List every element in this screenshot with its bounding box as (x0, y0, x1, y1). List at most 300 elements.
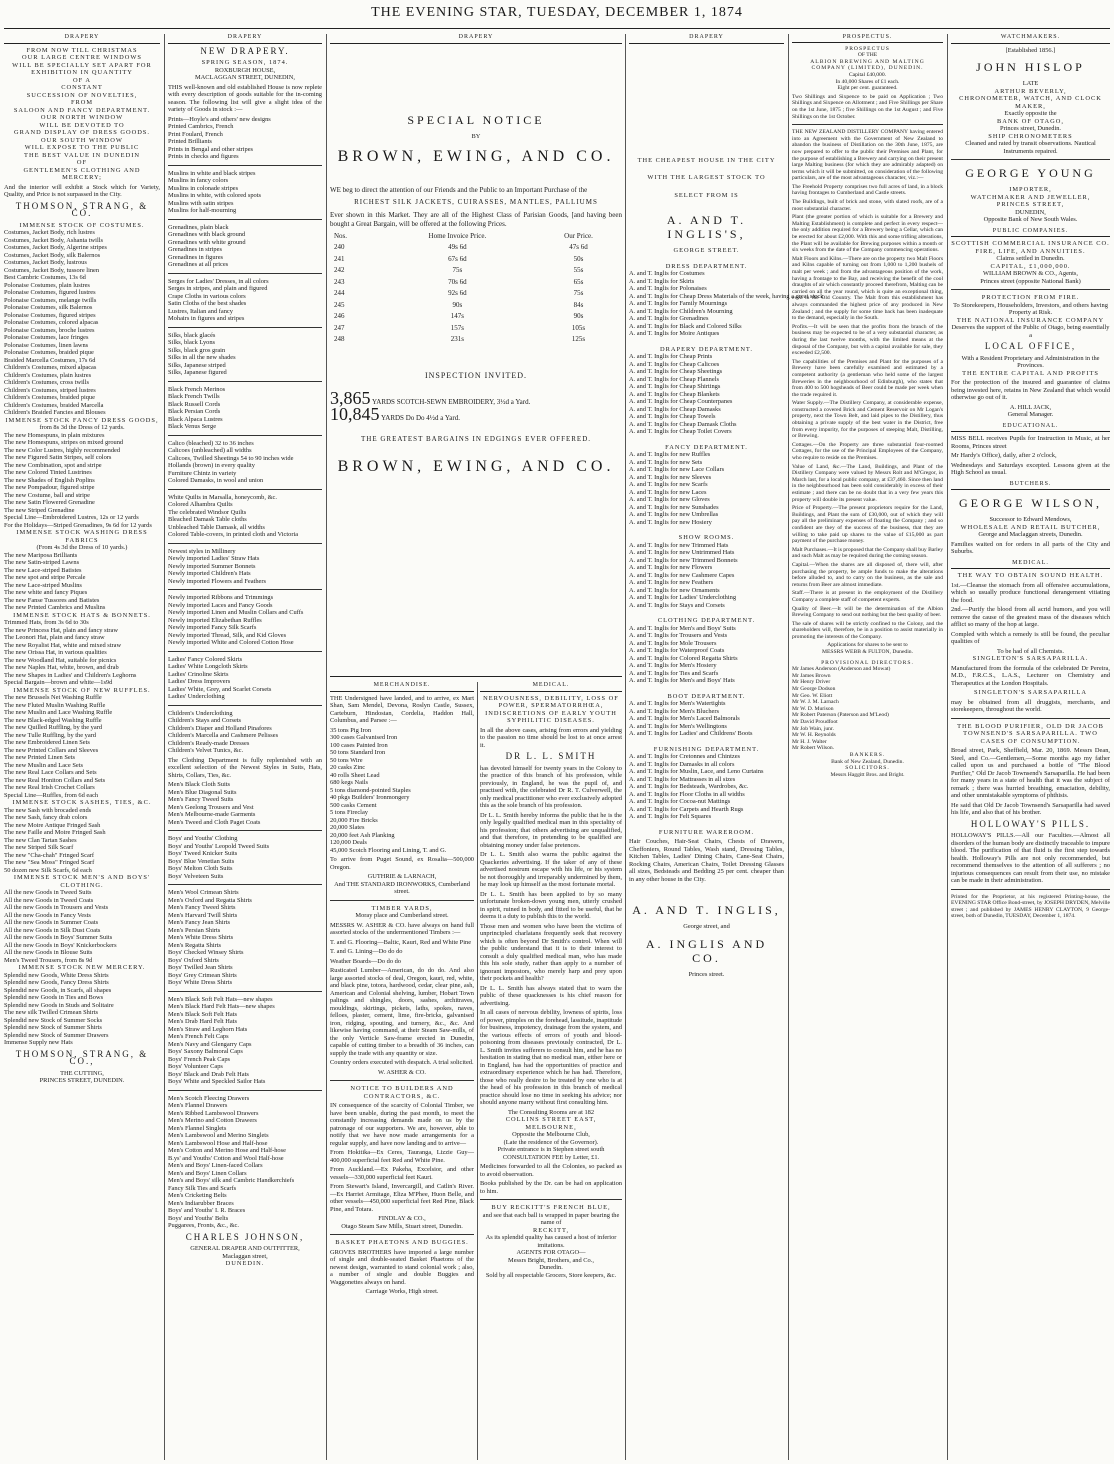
list-item: 50 dozen new Silk Scarfs, 6d each (4, 866, 92, 874)
wilson-line: Successor to Edward Mendows, (989, 516, 1072, 523)
notice-p14: From Stewart's Island, Invercargill, and Catlin's River.—Ex Harriet Armitage, Eliza M'Phee, Huon Belle, and other vessels—450,000 superficial feet Red Pine, Black Pine, and Totara. (330, 1183, 474, 1213)
list-item: Costumes, Jacket Body, Algerine stripes (4, 244, 107, 251)
prosp-p11: Value of Land, &c.—The Land, Buildings, and Plant of the Distillery Company were valued by Messrs Rolt and M'Gregor, in March last, for a local public company, at £37,460. Since then land in the neighbourhood has been sold considerably in excess of their estimate ; and there can be no doubt that in a very few years this property will double its present value. (792, 463, 943, 503)
med-p4: Dr L. L. Smith also warns the public against the Quackeries advertising. If the taker of any of these advertised nostrum escape with his life, or his system be not thoroughly and irreparably undermined by them, he may look up himself as the most fortunate mortal. (480, 851, 622, 888)
list-item: The new Woodland Hat, suitable for picnics (4, 656, 117, 664)
list-item: Printed Brilliants (168, 138, 212, 145)
med-p3: Dr L. L. Smith hereby informs the public that he is the only legally qualified medical man in this speciality of his profession; that others advertising are unqualified, and that therefore, in pretending to be qualified are obtaining money under false pretences. (480, 811, 622, 849)
list-item: A. and T. Inglis for Men's Hosiery (629, 662, 717, 669)
footer-street: George street, and (683, 923, 730, 930)
list-item: Polonaise Costumes, melange twills (4, 296, 97, 304)
table-cell: 75s (573, 289, 584, 297)
notice-p12: From Hokitika—Ex Ceres, Tauranga, Lizzie Guy—400,000 superficial feet Red and White Pine. (330, 1149, 474, 1164)
list-item: The new Satin-striped Lawns (4, 559, 80, 566)
list-item: Mr Henry Driver (792, 679, 831, 686)
med-p5: Dr L. L. Smith has been applied to by so many unfortunate broken-down young men, utterly crushed in spirit, ruined in body, and fitted to be useful, that he deems it a duty to publish this to the world. (480, 890, 622, 920)
item-list (4, 889, 160, 964)
nat-line: Deserves the support of the Public of Otago, being essentially a (951, 324, 1110, 339)
med-p6: Those men and women who have been the victims of unprincipled charlatans frequently seek that recovery which is often beyond Dr Smith's control. When will the public understand that it is to their interest to consult a duly qualified medical man, who has made this his sole study, rather than apply to a number of ignorant impostors, who merely harp and prey upon their pockets and health? (480, 922, 622, 982)
table-cell: 248 (334, 335, 345, 343)
prosp-p13: Malt Purchases.—It is proposed that the Company shall buy Barley and such Malt as may be required during the coming season. (792, 546, 944, 560)
list-item: Muslins in fancy colors (168, 177, 229, 184)
table-cell: 50s (573, 254, 584, 263)
list-item: A. and T. Inglis for new Laces (629, 488, 707, 496)
list-item: Men's Oxford and Regatta Shirts (168, 896, 252, 904)
young-city: DUNEDIN, (1015, 208, 1046, 216)
column-header: PROSPECTUS. (792, 34, 943, 43)
list-item: Polonaise Costumes, plain lustres (4, 281, 90, 289)
list-item: The new Homespuns, stripes on mixed ground (4, 439, 124, 446)
list-item: Ladies' Crinoline Skirts (168, 670, 229, 678)
list-item: Silks, black gros grain (168, 346, 226, 354)
list-item: Black Alpaca Lustres (168, 415, 223, 423)
prosp-p15: Staff.—There is at present in the employment of the Distillery Company a complete staff of competent experts. (792, 590, 943, 603)
list-item: A. and T. Inglis for Stays and Corsets (629, 601, 725, 609)
item-list (4, 432, 160, 530)
goods-list (168, 996, 322, 1086)
footer-street-2: Princes street. (688, 970, 725, 978)
intro-line: MERCERY; (62, 174, 102, 181)
doctor-name: DR L. L. SMITH (505, 751, 597, 761)
footer-firm: A. AND T. INGLIS, (632, 903, 781, 917)
reckitt-name: RECKITT, (532, 1226, 570, 1234)
goods-list (168, 278, 322, 323)
section-subtitle: (From 4s 3d the Dress of 10 yards.) (36, 544, 128, 551)
med-p8: In all cases of nervous debility, lowness of spirits, loss of power, pimples on the forehead, lassitude, inaptitude for business, impotency, drainage from the system, and the various effects of errors of youth and blood-poisoning from diseases previously contracted, Dr L. L. Smith invites sufferers to consult him, and he has no hesitation in stating that no medical man, either here or in England, has had the opportunities of practice and extraordinary experience which he has had. Therefore, those who really desire to be treated by one who is at the head of his profession in this branch of medical practice should lose no time in seeking his advice; nor should anyone marry without first consulting him. (480, 1009, 622, 1106)
prosp-company: ALBION BREWING AND MALTING COMPANY (LIMITED), DUNEDIN. (810, 58, 925, 72)
prosp-p6: Malt Floors and Kilns.—There are on the property two Malt Floors and Kilns capable of turning out from 1,000 to 1,200 bushels of malt per week ; and from the advantageous position of the work, having a frontage to the Bay, and receiving the benefit of the cool draughts of air which constantly proceed therefrom, Malting can be carried on all the year round, which is quite an exceptional thing, even in the Old Country. The Malt from this establishment has always commanded the highest price of any produced in New Zealand ; and the supply for some time back has been inadequate to the demand, especially in the South. (792, 255, 943, 322)
embroidery-yards: 10,845 (330, 403, 380, 424)
way-p4: Compled with which a remedy is still be found, the peculiar qualities of (951, 630, 1110, 645)
intro-line: OF A (72, 76, 92, 84)
list-item: The new Fluted Muslin Washing Ruffle (4, 701, 106, 709)
list-item: Children's Costumes, braided Marcella (4, 401, 104, 409)
list-item: Men's Melbourne-made Garments (168, 811, 256, 818)
solicitors-title: SOLICITORS. (845, 765, 890, 772)
ship-chron: SHIP CHRONOMETERS (988, 132, 1073, 140)
goods-list (168, 440, 322, 485)
list-item: Boys' White Dress Shirts (168, 979, 233, 986)
list-item: The new Naples Hat, white, brown, and drab (4, 664, 119, 671)
section-title: IMMENSE STOCK FANCY DRESS GOODS, (5, 416, 159, 424)
firm-name-footer: BROWN, EWING, AND CO. (337, 457, 615, 475)
list-item: Grenadines at all prices (168, 261, 229, 268)
intro-line: FROM (70, 99, 94, 106)
list-item: Newly imported White and Colored Cotton Hose (168, 639, 294, 646)
list-item: Satin Cloths of the best shades (168, 300, 247, 307)
footer-firm: CHARLES JOHNSON, (185, 1231, 305, 1242)
list-item: The new "Sea Moss" Fringed Scarf (4, 859, 95, 866)
list-item: Boys' Checked Winsey Shirts (168, 949, 244, 956)
table-header-cell: Nos. (334, 231, 348, 240)
list-item: Men's Wool Crimean Shirts (168, 889, 239, 896)
list-item: Boys' and Youths' Clothing (168, 835, 238, 842)
list-item: Polonaise Costumes, silk Balernos (4, 304, 93, 311)
list-item: Polonaise Costumes, colored alpacas (4, 319, 99, 326)
list-item: All the new Goods in Boys' Summer Suits (4, 934, 113, 941)
med-p1: In all the above cases, arising from errors and yielding to the passion no time should be lost to at once arrest it. (480, 726, 622, 749)
intro-line: GENTLEMEN'S CLOTHING AND (23, 166, 141, 174)
wilson-line: WHOLESALE AND RETAIL BUTCHER, (960, 523, 1101, 531)
table-cell: 244 (334, 289, 345, 297)
list-item: Men's Black Cloth Suits (168, 781, 231, 788)
list-item: A. and T. Inglis for new Ornaments (629, 586, 720, 594)
list-item: Black Russell Cords (168, 400, 221, 408)
list-item: Mr David Proudfoot (792, 719, 838, 725)
firm-name: A. AND T. INGLIS'S, (666, 213, 747, 241)
list-item: Ladies' White, Grey, and Scarlet Corsets (168, 685, 272, 693)
footer-street: Maclaggan street, (222, 1252, 268, 1260)
item-list (4, 229, 160, 417)
reckitt-agents: AGENTS FOR OTAGO— (516, 1249, 586, 1256)
list-item: Men's Scotch Fleecing Drawers (168, 1094, 250, 1102)
hislop-name: JOHN HISLOP (976, 60, 1085, 74)
list-item: A. and T. Inglis for Costumes (629, 270, 705, 277)
list-item: A. and T. Inglis for Mattrasses in all sizes (629, 775, 736, 783)
list-item: Mr Job Wain, junr. (792, 725, 834, 732)
list-item: A. and T. Inglis for Family Mournings (629, 300, 728, 307)
dept-title: FURNITURE WAREROOM. (658, 828, 755, 836)
list-item: Men's Straw and Leghorn Hats (168, 1025, 248, 1033)
goods-list (168, 116, 322, 161)
dept-list (629, 700, 784, 738)
list-item: Boys' Oxford Shirts (168, 956, 219, 964)
notice-intro: WE beg to direct the attention of our Friends and the Public to an Important Purchase of the (330, 186, 588, 194)
list-item: Men's Flannel Drawers (168, 1102, 228, 1109)
column-header: WATCHMAKERS. (951, 34, 1110, 44)
list-item: The new Color Lustres, highly recommended (4, 446, 121, 454)
ad-house: ROXBURGH HOUSE, (214, 66, 276, 74)
nat-name: THE NATIONAL INSURANCE COMPANY (956, 316, 1105, 324)
item-list (4, 807, 160, 875)
goods-list (168, 1095, 322, 1230)
list-item: B.ys' and Youths' Cotton and Wool Half-hose (168, 1154, 284, 1162)
list-item: Splendid new Goods, White Dress Shirts (4, 971, 109, 979)
goods-list (168, 835, 322, 880)
list-item: Silks, Japanese figured (168, 369, 227, 376)
list-item: Polonaise Costumes, linen lawns (4, 341, 89, 349)
list-item: Mohairs in figures and stripes (168, 315, 245, 322)
list-item: Children's Marcella and Cashmere Pelisses (168, 732, 279, 739)
rooms-line: The Consulting Rooms are at 182 (507, 1108, 595, 1116)
wilson-text: Families waited on for orders in all parts of the City and Suburbs. (951, 540, 1110, 555)
list-item: The new Brussels Net Washing Ruffle (4, 694, 102, 701)
list-item: Crape Cloths in various colors (168, 292, 246, 300)
list-item: Men's and Boys' Linen Collars (168, 1169, 247, 1177)
list-item: A. and T. Inglis for Carpets and Hearth Rugs (629, 805, 744, 813)
clothing-note: The Clothing Department is fully replenished with an excellent selection of the Newest Styles in Suits, Hats, Shirts, Collars, Ties, &c. (168, 756, 322, 779)
list-item: Children's Stays and Corsets (168, 717, 242, 724)
column-prospectus (792, 34, 943, 1460)
prosp-p4: The Buildings, built of brick and stone, with slated roofs, are of a most substantial character. (792, 199, 943, 212)
list-item: Special Bargain—brown and white—1s9d (4, 679, 113, 686)
list-item: Mr Robert Wilson. (792, 745, 835, 752)
bank-name: Bank of New Zealand, Dunedin. (831, 758, 904, 765)
list-item: Men's Ribbed Lambswool Drawers (168, 1109, 259, 1117)
list-item: 20,000 Slates (330, 824, 365, 831)
list-item: Splendid new Stock of Summer Drawers (4, 1031, 109, 1039)
intro-line: FROM NOW TILL CHRISTMAS (26, 46, 138, 54)
list-item: Serges for Ladies' Dresses, in all colors (168, 277, 269, 285)
timber-p6: T. and G. Flooring—Baltic, Kauri, Red and White Pine (330, 938, 472, 946)
rooms-line: (Late the residence of the Governor). (503, 1138, 599, 1146)
late-label: LATE (1022, 80, 1039, 87)
list-item: Men's Persian Shirts (168, 926, 221, 934)
shares: In 40,000 Shares of £1 each. (835, 78, 900, 85)
list-item: 5 tons diamond-pointed Staples (330, 786, 411, 794)
list-item: The new Real Irish Crochet Collars (4, 784, 95, 791)
column-medical (480, 682, 622, 1460)
list-item: A. and T. Inglis for Floor Cloths in all widths (629, 790, 745, 798)
prosp-p2: THE NEW ZEALAND DISTILLERY COMPANY having entered into an Agreement with the Government of New Zealand to abandon the business of Distillation on the 30th June, 1875, are now prepared to offer to the public their Premises and Plant, for the purpose of establishing a Brewery and carrying on their present large Malting business (for which they are admirably adapted) on terms which it will be submitted, on consideration of the following particulars, are of the most advantageous character, viz.:— (792, 129, 943, 182)
list-item: The new Sash, fancy drab colors (4, 814, 88, 821)
timber-p5: MESSRS W. ASHER & CO. have always on hand full assorted stocks of the undermentioned Timbers :— (330, 921, 474, 936)
list-item: Braided Marcella Costumes, 17s 6d (4, 356, 96, 364)
list-item: Men's Tweed and Cloth Paget Coats (168, 818, 261, 826)
list-item: A. and T. Inglis for Colored Regatta Shirts (629, 654, 738, 662)
import-list (330, 727, 474, 855)
list-item: All the new Goods in Fancy Vests (4, 911, 91, 919)
list-item: The new Muslin and Lace Washing Ruffle (4, 709, 113, 716)
dept-list (629, 451, 784, 526)
list-item: A. and T. Inglis for Cheap Damask Cloths (629, 420, 737, 428)
list-item: Men's Regatta Shirts (168, 941, 221, 949)
list-item: Grenadines in figures (168, 253, 224, 261)
list-item: A. and T. Inglis for Men's and Boys' Hats (629, 677, 735, 684)
list-item: A. and T. Inglis for Bedsteads, Wardrobes, &c. (629, 783, 749, 790)
list-item: Silks in all the new shades (168, 354, 236, 361)
list-item: All the new Goods in Blouse Suits (4, 949, 93, 956)
prot-line: To Storekeepers, Householders, Investors, and others having Property at Risk. (953, 301, 1108, 316)
list-item: Children's Diaper and Holland Pinafores (168, 724, 272, 732)
list-item: 35 tons Pig Iron (330, 726, 372, 734)
goods-list (168, 781, 322, 826)
way-p2: 1st.—Cleanse the stomach from all offensive accumulations, which so usually produce functional derangement vitiating the food. (951, 581, 1110, 604)
list-item: Splendid new Goods, in Scarfs, all shapes (4, 986, 112, 994)
list-item: The new Printed Linen Sets (4, 754, 75, 761)
list-item: Trimmed Hats, from 3s 6d to 30s (4, 619, 89, 626)
list-item: Newly imported Ladies' Straw Hats (168, 555, 260, 562)
list-item: Men's Black Soft Felt Hats (168, 1010, 237, 1018)
ad-title: NEW DRAPERY. (200, 45, 290, 56)
list-item: A. and T. Inglis for Cretonnes and Chintzes (629, 753, 741, 760)
edu-text: MISS BELL receives Pupils for Instruction in Music, at her Rooms, Princes street (951, 435, 1110, 450)
list-item: The new Muslin and Lace Sets (4, 761, 83, 769)
dept-title: FANCY DEPARTMENT. (665, 443, 748, 451)
holloway-title: HOLLOWAY'S PILLS. (970, 818, 1091, 829)
list-item: Polonaise Costumes, braided pique (4, 349, 94, 356)
tagline-1: THE CHEAPEST HOUSE IN THE CITY (637, 156, 776, 164)
rooms-line: COLLINS STREET EAST, (505, 1116, 597, 1123)
column-rule (788, 34, 789, 1460)
list-item: The new silk Twilled Crimean Shirts (4, 1009, 99, 1016)
list-item: Grenadines with white ground (168, 238, 246, 246)
list-item: The new Lace-striped Batistes (4, 566, 82, 574)
list-item: Men's French Felt Caps (168, 1033, 229, 1040)
bankers-title: BANKERS. (849, 751, 886, 758)
goods-list (168, 656, 322, 701)
timber-p10: Country orders executed with despatch. A trial solicited. (330, 1059, 474, 1066)
footer-line: THE CUTTING, (60, 1069, 104, 1077)
list-item: A. and T. Inglis for Cheap Counterpanes (629, 398, 733, 405)
inspection-invited: INSPECTION INVITED. (424, 370, 528, 380)
list-item: The celebrated Windsor Quilts (168, 508, 247, 516)
nat-line: With a Resident Proprietary and Administration in the Provinces. (961, 354, 1100, 369)
table-cell: 247 (334, 323, 345, 332)
table-cell: 231s (450, 335, 464, 343)
intro-note: And the interior will exhibit a Stock which for Variety, Quality, and Price is not surpassed in the City. (4, 183, 160, 198)
list-item: Boys' and Youths' Leopold Tweed Suits (168, 842, 270, 850)
list-item: 5 tons Fireclay (330, 809, 368, 816)
list-item: A. and T. Inglis for Cheap Toilet Covers (629, 428, 732, 435)
list-item: Serges in stripes, and plain and figured (168, 285, 268, 292)
list-item: 300 cases Galvanised Iron (330, 734, 398, 741)
bank-otago: BANK OF OTAGO, (997, 117, 1064, 125)
rooms-line: Private entrance is in Stephen street south (497, 1146, 605, 1153)
established: [Established 1856.] (1005, 46, 1056, 54)
list-item: Newest styles in Millinery (168, 547, 236, 555)
dept-list (629, 625, 784, 685)
nat-line: THE ENTIRE CAPITAL AND PROFITS (962, 369, 1099, 377)
list-item: Mr W. H. Reynolds (792, 732, 836, 739)
list-item: Men's Indiarubber Braces (168, 1199, 234, 1207)
embroidery-text: YARDS Do Do 4½d a Yard. (381, 413, 460, 422)
table-cell: 70s 6d (448, 277, 467, 286)
list-item: Calicoes (unbleached) all widths (168, 447, 252, 454)
list-item: 500 casks Cement (330, 801, 377, 809)
fee-line: CONSULTATION FEE by Letter, £1. (502, 1153, 600, 1161)
guarantee: Eight per cent. guaranteed. (837, 85, 898, 92)
list-item: Men's Cricketing Belts (168, 1192, 227, 1199)
column-header: DRAPERY (168, 34, 322, 44)
list-item: The new Homespuns, in plain mixtures (4, 431, 105, 439)
list-item: Mr W. D. Murison (792, 705, 834, 712)
intro-line: WILL BE SPECIALLY SET APART FOR (12, 61, 152, 69)
intro-line: EXHIBITION IN QUANTITY (31, 69, 133, 76)
list-item: A. and T. Inglis for new Feathers (629, 579, 714, 586)
list-item: Grenadines with black ground (168, 231, 246, 238)
sc-line: WILLIAM BROWN & CO., Agents, (983, 270, 1078, 277)
section-header: PUBLIC COMPANIES. (951, 228, 1110, 238)
section-title: IMMENSE STOCK OF COSTUMES. (19, 221, 145, 229)
list-item: Children's Underclothing (168, 709, 233, 717)
list-item: Men's Fancy Tweed Suits (168, 796, 234, 803)
item-list (4, 972, 160, 1047)
list-item: Mr Robert Paterson (Paterson and M'Leod) (792, 712, 889, 719)
merch-p2: To arrive from Puget Sound, ex Rosalia—500,000 Oregon. (330, 856, 474, 871)
list-item: Muslins with satin stripes (168, 199, 234, 207)
list-item: A. and T. Inglis for Cheap Calicoes (629, 360, 720, 368)
section-title: IMMENSE STOCK WASHING DRESS FABRICS (16, 529, 148, 544)
list-item: Polonaise Costumes, figured lustres (4, 289, 96, 296)
list-item: Newly imported Elizabethan Ruffles (168, 616, 262, 624)
prot-title: PROTECTION FROM FIRE. (981, 294, 1080, 301)
table-cell: 75s (452, 266, 463, 274)
table-cell: 67s 6d (448, 254, 467, 263)
embroidery-text: YARDS SCOTCH-SEWN EMBROIDERY, 3½d a Yard. (372, 398, 531, 406)
table-cell: 92s 6d (448, 289, 467, 297)
table-cell: 125s (571, 335, 586, 343)
list-item: Newly imported Fancy Silk Scarfs (168, 624, 257, 631)
table-cell: 84s (573, 300, 584, 309)
item-list (4, 619, 160, 687)
list-item: Men's Merino and Cotton Drawers (168, 1117, 257, 1124)
table-cell: 241 (334, 254, 345, 263)
list-item: A. and T. Inglis for Cheap Blankets (629, 390, 720, 398)
sars-title: SINGLETON'S SARSAPARILLA. (972, 655, 1089, 662)
list-item: Lustres, Italian and fancy (168, 307, 233, 315)
dept-title: BOOT DEPARTMENT. (667, 692, 746, 700)
reckitt-p12: As its splendid quality has caused a host of inferior imitations. (485, 1234, 617, 1249)
column-merchandise (330, 682, 474, 1460)
list-item: Men's Tweed Trousers, from 8s 9d (4, 956, 93, 964)
list-item: Immense Supply new Hats (4, 1039, 73, 1046)
reckitt-p13: Messrs Bright, Brothers, and Co., (508, 1256, 594, 1264)
prosp-p10: Cottages.—On the Property are three substantial four-roomed Cottages, for the use of the Principal Employees of the Company, who require to reside on the Premises. (792, 441, 943, 462)
table-row (330, 265, 622, 277)
goods-list (168, 548, 322, 586)
list-item: 45,000 Scotch Flooring and Lining, T. and G. (330, 846, 447, 854)
med-p9: Medicines forwarded to all the Colonies, so packed as to avoid observation. (480, 1163, 622, 1178)
solicitors-name: Messrs Haggitt Bros. and Bright. (830, 771, 905, 778)
list-item: A. and T. Inglis for Moire Antiques (629, 330, 720, 337)
list-item: A. and T. Inglis for new Trimmed Bonnets (629, 556, 738, 564)
notice-items: RICHEST SILK JACKETS, CUIRASSES, MANTLES, PALLIUMS (354, 198, 598, 206)
list-item: 40 pkgs Builders' Ironmongery (330, 794, 410, 801)
list-item: Children's Costumes, cross twills (4, 379, 89, 386)
list-item: The new Fanse Tussores and Batistes (4, 596, 100, 604)
sars-p2: Manufactured from the formula of the celebrated Dr Pereira, M.D., F.R.C.S., L.A.S., Lecturer on Chemistry and Therapeutics at the London Hospitals. (951, 664, 1110, 687)
price-table (330, 231, 622, 346)
list-item: 20 casks Zinc (330, 764, 366, 771)
list-item: The new Royalist Hat, white and mixed straw (4, 641, 122, 649)
list-item: 20,000 Fire Bricks (330, 816, 378, 824)
list-item: The new Satin Flowered Grenadine (4, 499, 95, 506)
list-item: Prints in checks and figures (168, 153, 239, 160)
list-item: Boys' Volunteer Caps (168, 1063, 223, 1070)
list-item: Children's Costumes, braided pique (4, 394, 95, 401)
table-cell: 49s 6d (448, 243, 467, 251)
med-p2: has devoted himself for twenty years in the Colony to the practice of this branch of his profession, while previously, in England, he was the pupil of, and practised with, the celebrated Dr R. T. Culverwell, the only medical practitioner who ever exclusively adopted this as the sole branch of his profession. (480, 764, 622, 809)
footer-role: GENERAL DRAPER AND OUTFITTER, (190, 1245, 300, 1252)
apply-line: Applications for shares to be sent to (827, 642, 908, 649)
section-header: MEDICAL. (951, 560, 1110, 570)
intro-line: CONSTANT (61, 84, 103, 91)
table-header-cell: Home Invoice Price. (428, 231, 487, 240)
goods-list (168, 710, 322, 755)
section-title: IMMENSE STOCK NEW MERCERY. (18, 964, 146, 971)
list-item: Bleached Damask Table cloths (168, 516, 247, 523)
section-title: IMMENSE STOCK HATS & BONNETS. (13, 611, 151, 619)
sc-line: FIRE, LIFE, AND ANNUITIES. (975, 247, 1086, 255)
list-item: Polonaise Costumes, figured stripes (4, 311, 96, 319)
basket-p15: GROVES BROTHERS have imported a large number of single and double-seated Basket Phaetons of the newest design, warranted to stand colonial work ; also, a number of single and double Buggies and Waggonettes always on hand. (330, 1248, 474, 1286)
list-item: A. and T. Inglis for new Scarfs (629, 481, 708, 488)
intro-line: WILL EXPOSE TO THE PUBLIC (24, 144, 140, 151)
list-item: Men's Navy and Glengarry Caps (168, 1040, 252, 1048)
young-role: IMPORTER, (1009, 186, 1052, 193)
column-rule (326, 34, 327, 1460)
list-item: Colored Table-covers, in printed cloth and Victoria (168, 531, 299, 538)
list-item: A. and T. Inglis for new Gloves (629, 496, 710, 503)
table-cell: 90s (452, 300, 463, 309)
column-rule (164, 34, 165, 1460)
notice-title: NOTICE TO BUILDERS AND CONTRACTORS, &C. (350, 1085, 454, 1100)
sars-p4: may be obtained from all druggists, merchants, and storekeepers, throughout the world. (951, 698, 1110, 713)
list-item: Silks, Japanese striped (168, 361, 226, 369)
list-item: The new Orissa Hat, in various qualities (4, 649, 107, 656)
list-item: A. and T. Inglis for Cheap Towels (629, 413, 716, 420)
